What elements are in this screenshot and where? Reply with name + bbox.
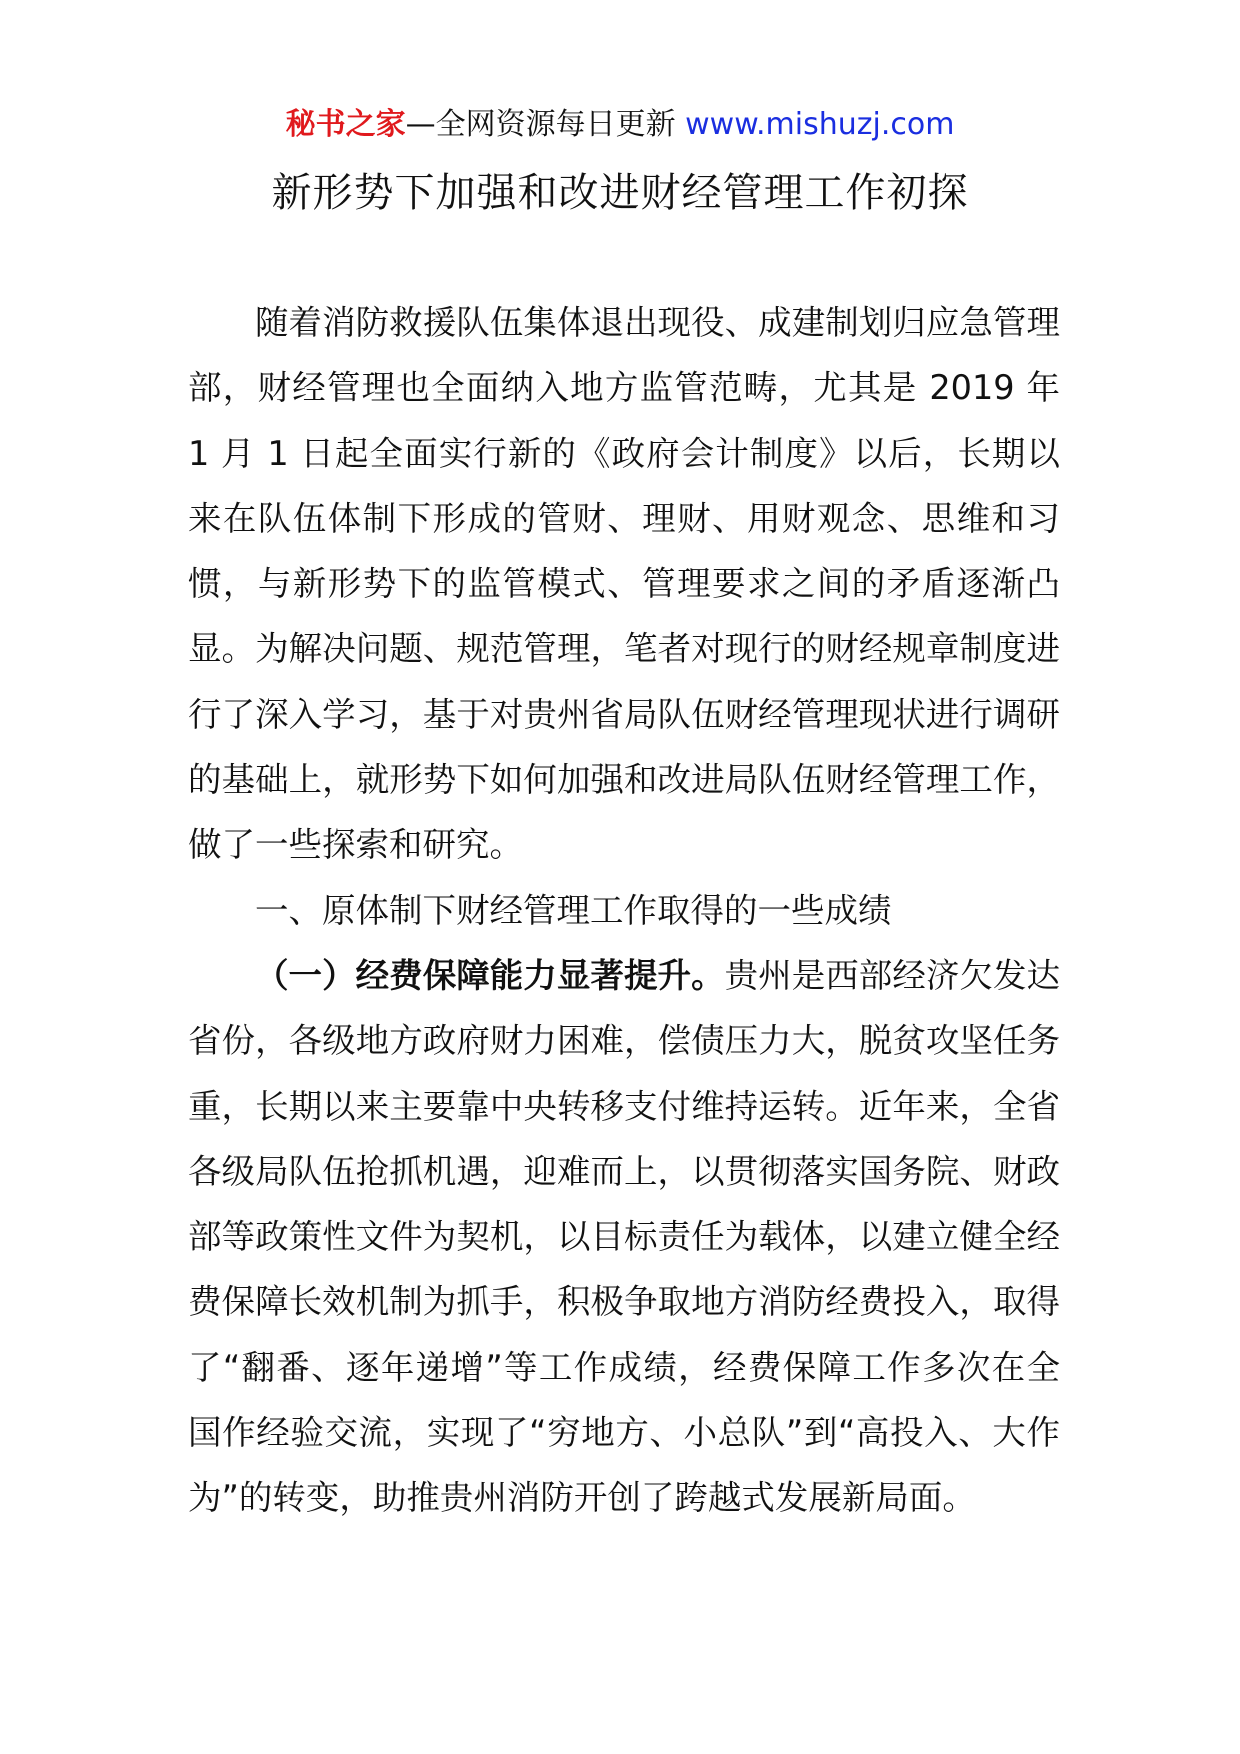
document-body (188, 290, 1060, 1531)
banner-brand: 秘书之家 (285, 107, 406, 142)
subsection-paragraph (188, 943, 1060, 1531)
subsection-text: 贵州是西部经济欠发达省份，各级地方政府财力困难，偿债压力大，脱贫攻坚任务重，长期以来主要靠中央转移支付维持运转。近年来，全省各级局队伍抢抓机遇，迎难而上，以贯彻落实国务院、财政部等政策性文件为契机，以目标责任为载体，以建立健全经费保障长效机制为抓手，积极争取地方消防经费投入，取得了“翻番、逐年递增”等工作成绩，经费保障工作多次在全国作经验交流，实现了“穷地方、小总队”到“高投入、大作为”的转变，助推贵州消防开创了跨越式发展新局面。 (188, 955, 1061, 1518)
banner-tagline: —全网资源每日更新 (405, 107, 686, 142)
banner-url-link[interactable]: www.mishuzj.com (685, 107, 955, 142)
site-banner (0, 103, 1240, 147)
subsection-lead: （一）经费保障能力显著提升。 (255, 955, 725, 995)
document-title: 新形势下加强和改进财经管理工作初探 (271, 170, 969, 216)
section-heading: 一、原体制下财经管理工作取得的一些成绩 (255, 890, 892, 930)
intro-paragraph: 随着消防救援队伍集体退出现役、成建制划归应急管理部，财经管理也全面纳入地方监管范畴，尤其是 2019 年 1 月 1 日起全面实行新的《政府会计制度》以后，长期以来在队伍体制下形成的管财、理财、用财观念、思维和习惯，与新形势下的监管模式、管理要求之间的矛盾逐渐凸显。为解决问题、规范管理，笔者对现行的财经规章制度进行了深入学习，基于对贵州省局队伍财经管理现状进行调研的基础上，就形势下如何加强和改进局队伍财经管理工作，做了一些探索和研究。 (188, 303, 1060, 865)
